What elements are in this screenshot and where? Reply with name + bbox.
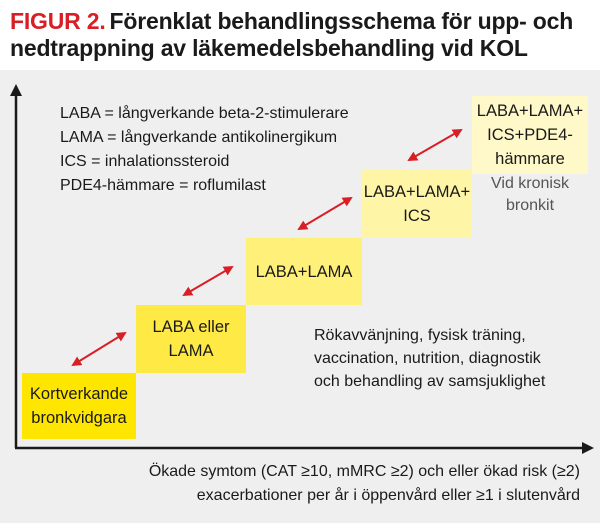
abbreviation-definitions (60, 102, 349, 198)
step-1-box: Kortverkande bronkvidgara (22, 373, 136, 439)
step-3-box: LABA+LAMA (246, 238, 362, 305)
step-arrow-1 (73, 333, 125, 365)
figure-label: FIGUR 2. (10, 8, 106, 34)
step-4-box: LABA+LAMA+ ICS (362, 169, 472, 238)
step-2-box: LABA eller LAMA (136, 305, 246, 373)
step-arrow-2 (184, 267, 232, 295)
step-arrow-3 (299, 198, 351, 229)
step-arrow-4 (409, 130, 461, 160)
baseline-measures-note: Rökavvänjning, fysisk träning, vaccination, nutrition, diagnostik och behandling av samsjuklighet (314, 327, 546, 390)
definition-lama: LAMA = långverkande antikolinergikum (60, 129, 338, 146)
definition-laba: LABA = långverkande beta-2-stimulerare (60, 105, 349, 122)
definition-pde4: PDE4-hämmare = roflumilast (60, 177, 266, 194)
definition-ics: ICS = inhalationssteroid (60, 153, 230, 170)
step-5-note: Vid kronisk bronkit (491, 175, 569, 214)
x-axis-label: Ökade symtom (CAT ≥10, mMRC ≥2) och eller ökad risk (≥2) exacerbationer per år i öppenvård eller ≥1 i slutenvård (148, 463, 580, 504)
step-5-box: LABA+LAMA+ ICS+PDE4- hämmare (472, 96, 588, 174)
figure-title-text: Förenklat behandlingsschema för upp- och nedtrappning av läkemedelsbehandling vid KOL (10, 8, 574, 61)
